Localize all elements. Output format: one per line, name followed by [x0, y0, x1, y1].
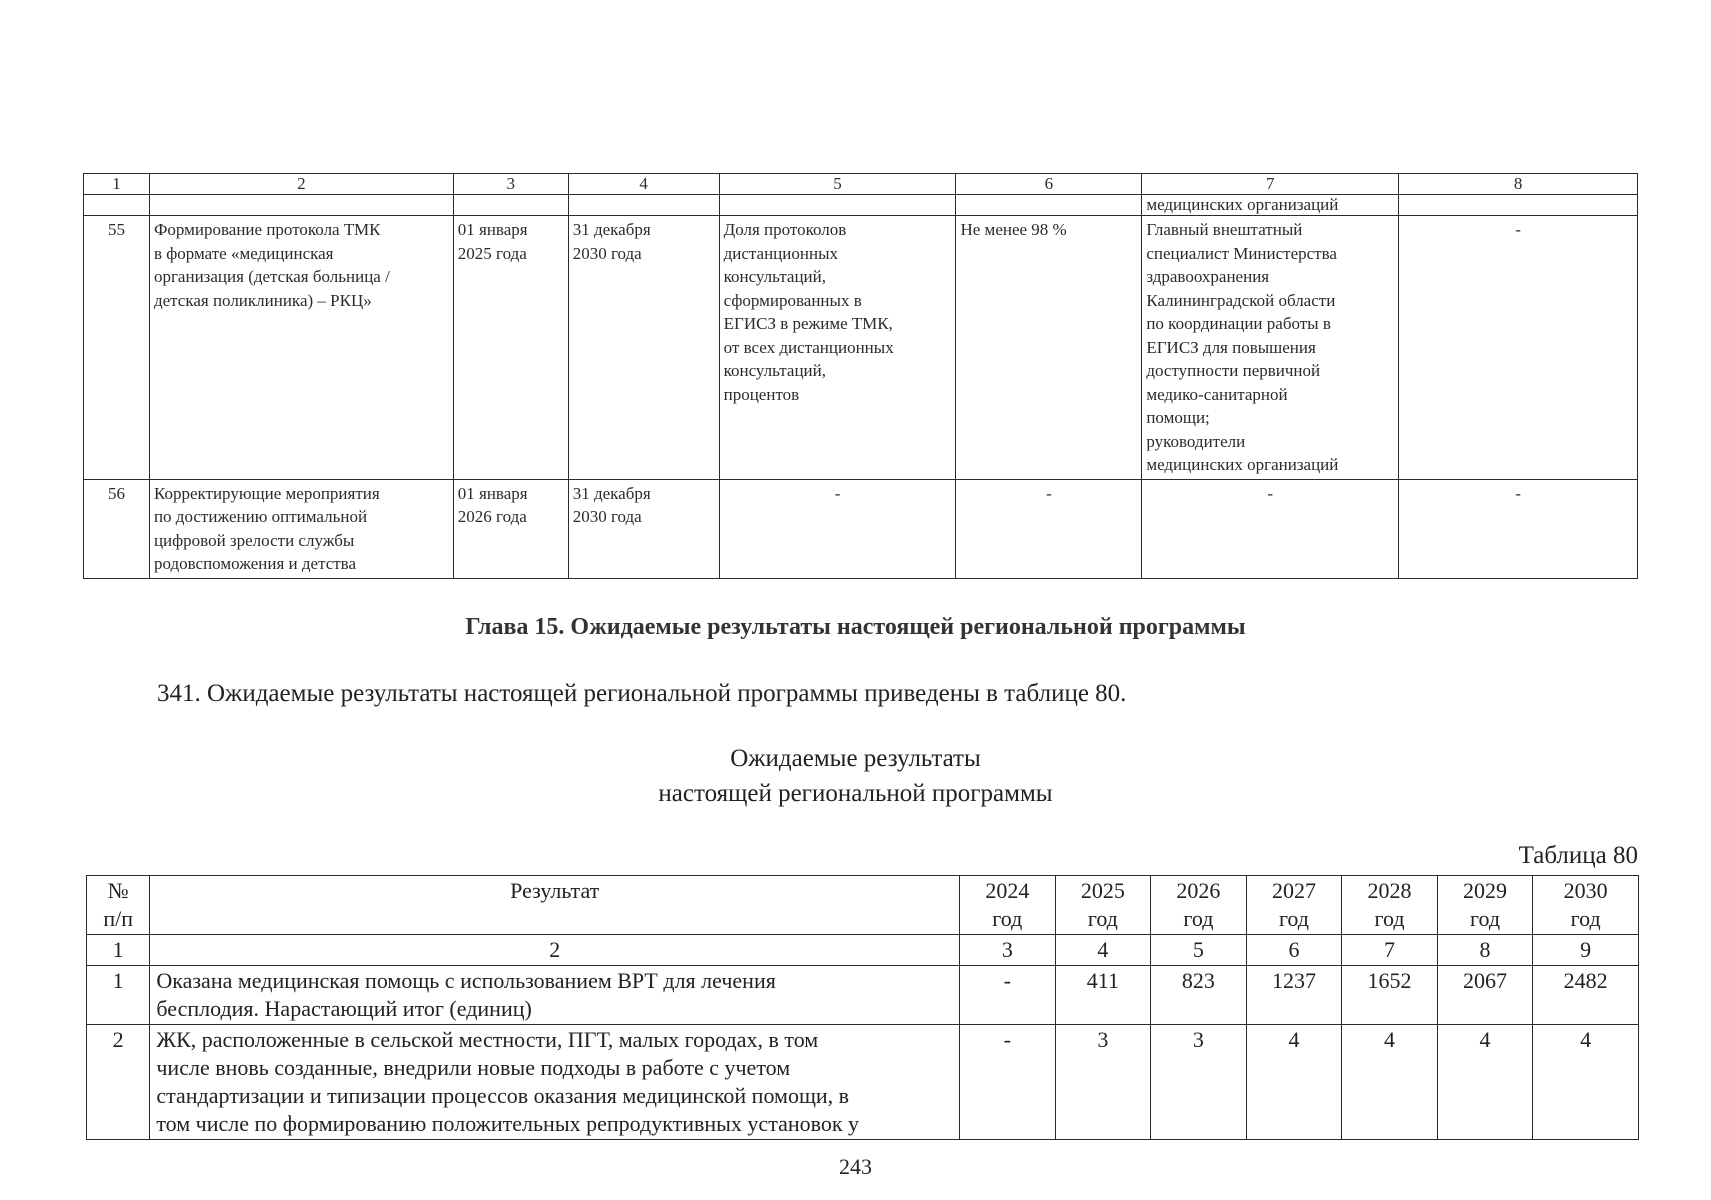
- year-value: 411: [1055, 966, 1151, 1025]
- header-year: 2028 год: [1342, 876, 1438, 935]
- result-text: ЖК, расположенные в сельской местности, ПГТ, малых городах, в том числе вновь созданные, внедрили новые подходы в работе с учетом стандартизации и типизации процессов оказания медицинской помощи, в том числе по формированию положительных репродуктивных установок у: [150, 1025, 960, 1140]
- year-value: 3: [1151, 1025, 1247, 1140]
- results-table: [86, 875, 1639, 1140]
- index-cell: 7: [1342, 935, 1438, 966]
- year-value: 2067: [1437, 966, 1533, 1025]
- index-cell: 4: [1055, 935, 1151, 966]
- table-label: Таблица 80: [1518, 842, 1638, 869]
- header-year: 2026 год: [1151, 876, 1247, 935]
- table-caption-line-1: Ожидаемые результаты: [730, 745, 981, 772]
- col8-value: -: [1399, 479, 1638, 578]
- year-value: -: [960, 966, 1056, 1025]
- row-number: 55: [84, 216, 150, 480]
- table-row: [87, 1025, 1639, 1140]
- plan-header-cell: 8: [1399, 174, 1638, 195]
- index-cell: 1: [87, 935, 150, 966]
- table-cell: [84, 195, 150, 216]
- plan-header-cell: 2: [149, 174, 453, 195]
- table-cell: медицинских организаций: [1142, 195, 1399, 216]
- header-year: 2029 год: [1437, 876, 1533, 935]
- indicator: -: [719, 479, 956, 578]
- table-caption-line-2: настоящей региональной программы: [658, 780, 1053, 807]
- year-value: -: [960, 1025, 1056, 1140]
- index-cell: 5: [1151, 935, 1247, 966]
- year-value: 4: [1533, 1025, 1639, 1140]
- year-value: 4: [1437, 1025, 1533, 1140]
- responsible: Главный внештатный специалист Министерства здравоохранения Калининградской области по координации работы в ЕГИСЗ для повышения доступности первичной медико-санитарной помощи; руководители медицинских организаций: [1142, 216, 1399, 480]
- year-value: 823: [1151, 966, 1247, 1025]
- start-date: 01 января 2026 года: [453, 479, 568, 578]
- chapter-title: Глава 15. Ожидаемые результаты настоящей региональной программы: [465, 614, 1246, 640]
- responsible: -: [1142, 479, 1399, 578]
- header-result: Результат: [150, 876, 960, 935]
- index-cell: 6: [1246, 935, 1342, 966]
- plan-continuation-row: [84, 195, 1638, 216]
- measure-name: Формирование протокола ТМК в формате «медицинская организация (детская больница / детская поликлиника) – РКЦ»: [149, 216, 453, 480]
- index-cell: 9: [1533, 935, 1639, 966]
- plan-header-cell: 4: [568, 174, 719, 195]
- indicator: Доля протоколов дистанционных консультаций, сформированных в ЕГИСЗ в режиме ТМК, от всех дистанционных консультаций, процентов: [719, 216, 956, 480]
- year-value: 3: [1055, 1025, 1151, 1140]
- header-year: 2027 год: [1246, 876, 1342, 935]
- index-cell: 2: [150, 935, 960, 966]
- table-cell: [568, 195, 719, 216]
- year-value: 1652: [1342, 966, 1438, 1025]
- header-year: 2030 год: [1533, 876, 1639, 935]
- table-cell: [719, 195, 956, 216]
- table-row: [84, 479, 1638, 578]
- plan-header-cell: 1: [84, 174, 150, 195]
- end-date: 31 декабря 2030 года: [568, 479, 719, 578]
- index-cell: 3: [960, 935, 1056, 966]
- table-cell: [453, 195, 568, 216]
- table-cell: [149, 195, 453, 216]
- table-cell: [1399, 195, 1638, 216]
- measure-name: Корректирующие мероприятия по достижению оптимальной цифровой зрелости службы родовспоможения и детства: [149, 479, 453, 578]
- year-value: 1237: [1246, 966, 1342, 1025]
- result-text: Оказана медицинская помощь с использованием ВРТ для лечения бесплодия. Нарастающий итог (единиц): [150, 966, 960, 1025]
- row-number: 2: [87, 1025, 150, 1140]
- header-year: 2025 год: [1055, 876, 1151, 935]
- results-header-row: [87, 876, 1639, 935]
- index-cell: 8: [1437, 935, 1533, 966]
- table-row: [84, 216, 1638, 480]
- start-date: 01 января 2025 года: [453, 216, 568, 480]
- table-cell: [956, 195, 1142, 216]
- paragraph-341: 341. Ожидаемые результаты настоящей региональной программы приведены в таблице 80.: [157, 680, 1127, 707]
- year-value: 4: [1246, 1025, 1342, 1140]
- end-date: 31 декабря 2030 года: [568, 216, 719, 480]
- plan-table: [83, 173, 1638, 579]
- plan-header-cell: 7: [1142, 174, 1399, 195]
- row-number: 56: [84, 479, 150, 578]
- results-index-row: [87, 935, 1639, 966]
- col8-value: -: [1399, 216, 1638, 480]
- plan-header-cell: 6: [956, 174, 1142, 195]
- page-number: 243: [839, 1154, 872, 1179]
- indicator-value: -: [956, 479, 1142, 578]
- plan-header-row: [84, 174, 1638, 195]
- year-value: 2482: [1533, 966, 1639, 1025]
- year-value: 4: [1342, 1025, 1438, 1140]
- row-number: 1: [87, 966, 150, 1025]
- table-row: [87, 966, 1639, 1025]
- indicator-value: Не менее 98 %: [956, 216, 1142, 480]
- plan-header-cell: 5: [719, 174, 956, 195]
- header-year: 2024 год: [960, 876, 1056, 935]
- plan-header-cell: 3: [453, 174, 568, 195]
- header-num: № п/п: [87, 876, 150, 935]
